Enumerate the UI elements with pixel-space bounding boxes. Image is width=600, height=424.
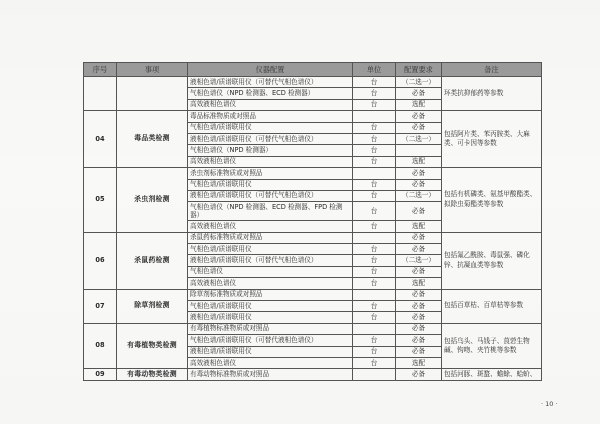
equipment-requirements-table [83,62,542,381]
requirement-cell: （二选一） [396,133,442,144]
unit-cell: 台 [353,190,396,201]
instrument-cell: 气相色谱仪（NPD 检测器） [188,145,353,156]
requirement-cell: 必备 [396,369,442,380]
requirement-cell: 选配 [396,221,442,232]
requirement-cell: 必备 [396,202,442,221]
instrument-cell: 气相色谱/质谱联用仪 [188,179,353,190]
unit-cell: 台 [353,145,396,156]
unit-cell: 台 [353,202,396,221]
instrument-cell: 液相色谱/质谱联用仪（可替代气相色谱仪） [188,133,353,144]
item-cell: 有毒动物类检测 [117,369,188,380]
unit-cell [353,232,396,243]
requirement-cell [396,145,442,156]
item-cell: 有毒植物类检测 [117,323,188,369]
instrument-cell: 杀鼠药标准物质或对照品 [188,232,353,243]
unit-cell: 台 [353,244,396,255]
seq-cell: 08 [84,323,117,369]
seq-cell: 05 [84,168,117,233]
table-row [84,168,542,179]
instrument-cell: 高效液相色谱仪 [188,156,353,167]
remark-cell: 包括河豚、斑蝥、蟾蜍、蛤蚧、 [442,369,542,380]
item-cell: 杀虫剂检测 [117,168,188,233]
requirement-cell: 必备 [396,122,442,133]
remark-cell: 包括乌头、马钱子、莨菪生物碱、钩吻、夹竹桃等参数 [442,323,542,369]
requirement-cell: 必备 [396,323,442,334]
unit-cell: 台 [353,278,396,289]
instrument-cell: 气相色谱仪（NPD 检测器、ECD 检测器） [188,88,353,99]
instrument-cell: 气相色谱/质谱联用仪（可替代液相色谱仪） [188,335,353,346]
remark-cell: 包括百草枯、百草枯等参数 [442,289,542,323]
table-row [84,232,542,243]
page-number: · 10 · [541,400,558,408]
unit-cell [353,369,396,380]
instrument-cell: 气相色谱仪（NPD 检测器、ECD 检测器、FPD 检测器） [188,202,353,221]
requirement-cell: （二选一） [396,190,442,201]
unit-cell [353,168,396,179]
requirement-cell: 必备 [396,111,442,122]
header-item: 事项 [117,63,188,77]
instrument-cell: 有毒植物标准物质或对照品 [188,323,353,334]
instrument-cell: 高效液相色谱仪 [188,357,353,368]
header-remark: 备注 [442,63,542,77]
requirement-cell: 必备 [396,289,442,300]
item-cell: 除草剂检测 [117,289,188,323]
requirement-cell: （二选一） [396,255,442,266]
requirement-cell: 选配 [396,156,442,167]
remark-cell: 包括阿片类、苯丙胺类、大麻类、可卡因等参数 [442,111,542,168]
table-row [84,289,542,300]
seq-cell: 04 [84,111,117,168]
header-seq: 序号 [84,63,117,77]
requirement-cell: 必备 [396,266,442,277]
unit-cell: 台 [353,133,396,144]
instrument-cell: 液相色谱/质谱联用仪（可替代气相色谱仪） [188,190,353,201]
seq-cell: 07 [84,289,117,323]
unit-cell: 台 [353,156,396,167]
requirement-cell: 必备 [396,179,442,190]
unit-cell: 台 [353,99,396,110]
instrument-cell: 液相色谱/质谱联用仪 [188,312,353,323]
instrument-cell: 除草剂标准物质或对照品 [188,289,353,300]
requirement-cell: 选配 [396,357,442,368]
unit-cell: 台 [353,266,396,277]
header-requirement: 配置要求 [396,63,442,77]
table-row [84,323,542,334]
requirement-cell: 必备 [396,301,442,312]
item-cell [117,77,188,111]
instrument-cell: 高效液相色谱仪 [188,221,353,232]
requirement-cell: 必备 [396,88,442,99]
header-unit: 单位 [353,63,396,77]
table-row [84,111,542,122]
remark-cell: 包括氟乙酰胺、毒鼠强、磷化锌、抗凝血类等参数 [442,232,542,289]
unit-cell: 台 [353,346,396,357]
requirement-cell: 必备 [396,168,442,179]
instrument-cell: 液相色谱/质谱联用仪（可替代气相色谱仪） [188,77,353,88]
table-body [84,77,542,381]
unit-cell: 台 [353,179,396,190]
instrument-cell: 有毒动物标准物质或对照品 [188,369,353,380]
instrument-cell: 高效液相色谱仪 [188,278,353,289]
requirement-cell: 选配 [396,278,442,289]
instrument-cell: 液相色谱/质谱联用仪（可替代气相色谱仪） [188,255,353,266]
table-row [84,77,542,88]
unit-cell: 台 [353,77,396,88]
requirement-cell: 必备 [396,346,442,357]
requirement-cell: 必备 [396,312,442,323]
requirement-cell: 必备 [396,232,442,243]
instrument-cell: 高效液相色谱仪 [188,99,353,110]
unit-cell: 台 [353,255,396,266]
seq-cell [84,77,117,111]
unit-cell: 台 [353,88,396,99]
table-row [84,369,542,380]
instrument-cell: 毒品标准物质或对照品 [188,111,353,122]
unit-cell: 台 [353,335,396,346]
seq-cell: 06 [84,232,117,289]
header-instrument: 仪器配置 [188,63,353,77]
unit-cell [353,323,396,334]
instrument-cell: 气相色谱仪 [188,266,353,277]
unit-cell [353,111,396,122]
unit-cell [353,289,396,300]
unit-cell: 台 [353,301,396,312]
requirement-cell: 必备 [396,244,442,255]
instrument-cell: 气相色谱/质谱联用仪 [188,301,353,312]
instrument-cell: 液相色谱/质谱联用仪 [188,346,353,357]
unit-cell: 台 [353,312,396,323]
remark-cell: 包括有机磷类、氨基甲酸酯类、拟除虫菊酯类等参数 [442,168,542,233]
table-header-row [84,63,542,77]
instrument-cell: 杀虫剂标准物质或对照品 [188,168,353,179]
instrument-cell: 气相色谱/质谱联用仪 [188,122,353,133]
remark-cell: 环类抗抑郁药等参数 [442,77,542,111]
unit-cell: 台 [353,357,396,368]
item-cell: 毒品类检测 [117,111,188,168]
requirement-cell: 必备 [396,335,442,346]
unit-cell: 台 [353,122,396,133]
instrument-cell: 气相色谱/质谱联用仪 [188,244,353,255]
unit-cell: 台 [353,221,396,232]
requirement-cell: 选配 [396,99,442,110]
requirement-cell: （二选一） [396,77,442,88]
item-cell: 杀鼠药检测 [117,232,188,289]
seq-cell: 09 [84,369,117,380]
